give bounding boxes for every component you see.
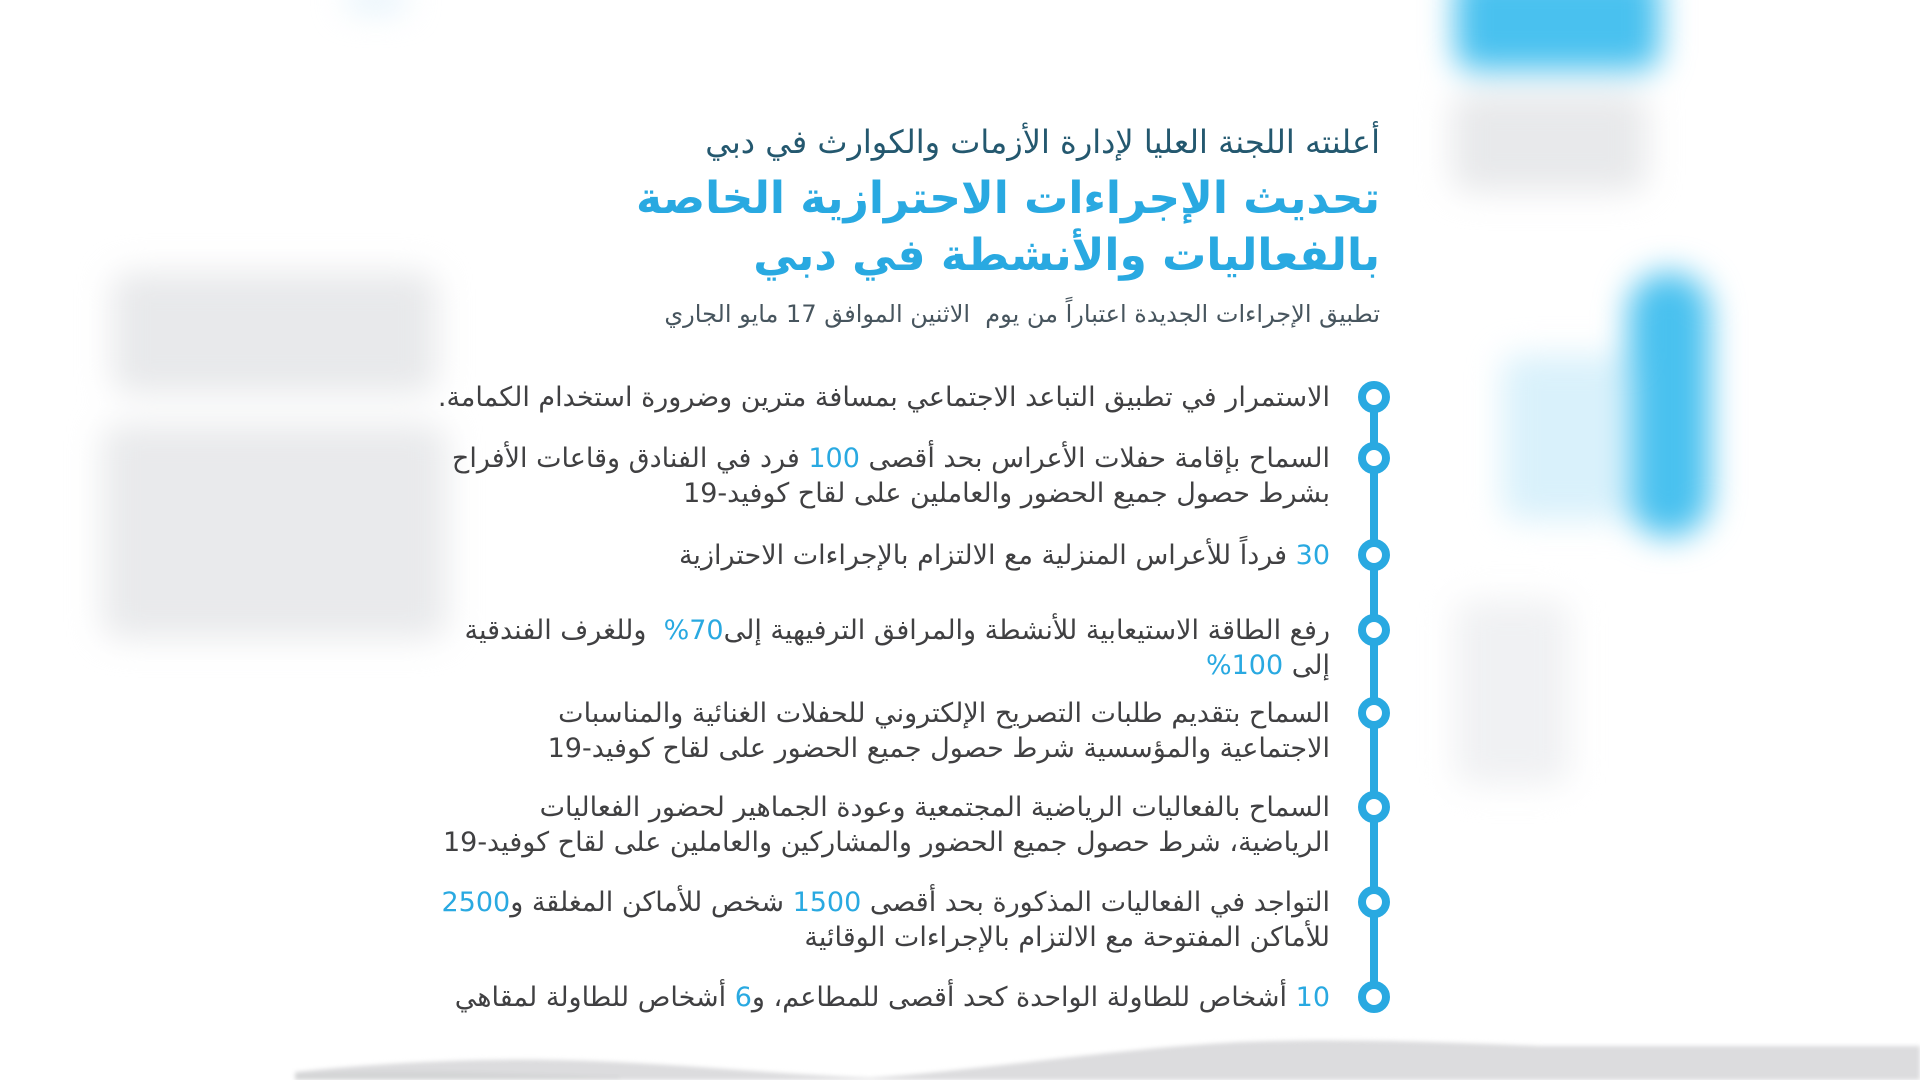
timeline-item-text: التواجد في الفعاليات المذكورة بحد أقصى 1500 شخص للأماكن المغلقة و2500 [441,887,1330,918]
timeline-item-text: للأماكن المفتوحة مع الالتزام بالإجراءات الوقائية [804,922,1330,953]
backdrop-gray-blob-left-lower [102,424,447,639]
effective-date-note: تطبيق الإجراءات الجديدة اعتباراً من يوم الاثنين الموافق 17 مايو الجاري [664,300,1380,328]
timeline-item-text: إلى 100% [1205,650,1330,681]
timeline-dot-icon [1358,539,1390,571]
backdrop-gray-blob-right [1452,92,1647,192]
timeline-item-text: الاجتماعية والمؤسسية شرط حصول جميع الحضور على لقاح كوفيد-19 [547,733,1330,764]
bottom-wave-svg [0,1030,1920,1080]
timeline-item-text: بشرط حصول جميع الحضور والعاملين على لقاح كوفيد-19 [683,478,1330,509]
timeline-dot-icon [1358,697,1390,729]
timeline-item [500,538,1380,573]
timeline-item [464,613,1380,683]
timeline-item-text: الرياضية، شرط حصول جميع الحضور والمشاركين والعاملين على لقاح كوفيد-19 [442,827,1330,858]
page-title [500,170,1380,284]
highlight-number: 1500 [792,887,862,918]
timeline-item [454,980,1380,1015]
timeline-item-text: 10 أشخاص للطاولة الواحدة كحد أقصى للمطاعم، و6 أشخاص للطاولة لمقاهي [454,982,1330,1013]
backdrop-blue-blob-top-right [1455,0,1660,70]
timeline-item-text: السماح بإقامة حفلات الأعراس بحد أقصى 100 فرد في الفنادق وقاعات الأفراح [451,443,1330,474]
timeline-item [441,885,1380,955]
backdrop-gray-blob-right-low [1455,600,1570,785]
timeline-item-text: 30 فرداً للأعراس المنزلية مع الالتزام بالإجراءات الاحترازية [678,540,1330,571]
timeline-dot-icon [1358,614,1390,646]
page-title-line1: تحديث الإجراءات الاحترازية الخاصة [635,173,1380,224]
timeline-dot-icon [1358,981,1390,1013]
timeline-item-text: السماح بالفعاليات الرياضية المجتمعية وعودة الجماهير لحضور الفعاليات [539,792,1330,823]
timeline-item [500,696,1380,766]
highlight-number: 100 [808,443,860,474]
timeline-dot-icon [1358,442,1390,474]
backdrop-blue-smudge-top [345,0,407,10]
highlight-number: 6 [734,982,752,1013]
highlight-number: 100% [1205,650,1284,681]
highlight-number: 70% [663,615,724,646]
backdrop-blue-blob-right-mid [1628,272,1710,537]
timeline-item [437,380,1380,415]
measures-timeline [437,380,1380,1015]
timeline-item [442,790,1380,860]
timeline-item-text: رفع الطاقة الاستيعابية للأنشطة والمرافق الترفيهية إلى70% وللغرف الفندقية [464,615,1330,646]
backdrop-lightblue-blob-right [1502,355,1632,520]
timeline-item-text: الاستمرار في تطبيق التباعد الاجتماعي بمسافة مترين وضرورة استخدام الكمامة. [437,382,1330,413]
backdrop-gray-blob-left-upper [112,272,437,394]
highlight-number: 30 [1295,540,1330,571]
highlight-number: 2500 [441,887,511,918]
highlight-number: 10 [1295,982,1330,1013]
bottom-wave [0,1030,1920,1080]
timeline-item-text: السماح بتقديم طلبات التصريح الإلكتروني للحفلات الغنائية والمناسبات [558,698,1330,729]
announcer-line: أعلنته اللجنة العليا لإدارة الأزمات والكوارث في دبي [705,123,1380,161]
page-title-line2: بالفعاليات والأنشطة في دبي [753,230,1380,281]
content-column [437,0,1380,1015]
timeline-dot-icon [1358,381,1390,413]
timeline-dot-icon [1358,886,1390,918]
timeline-item [451,441,1380,511]
timeline-dot-icon [1358,791,1390,823]
